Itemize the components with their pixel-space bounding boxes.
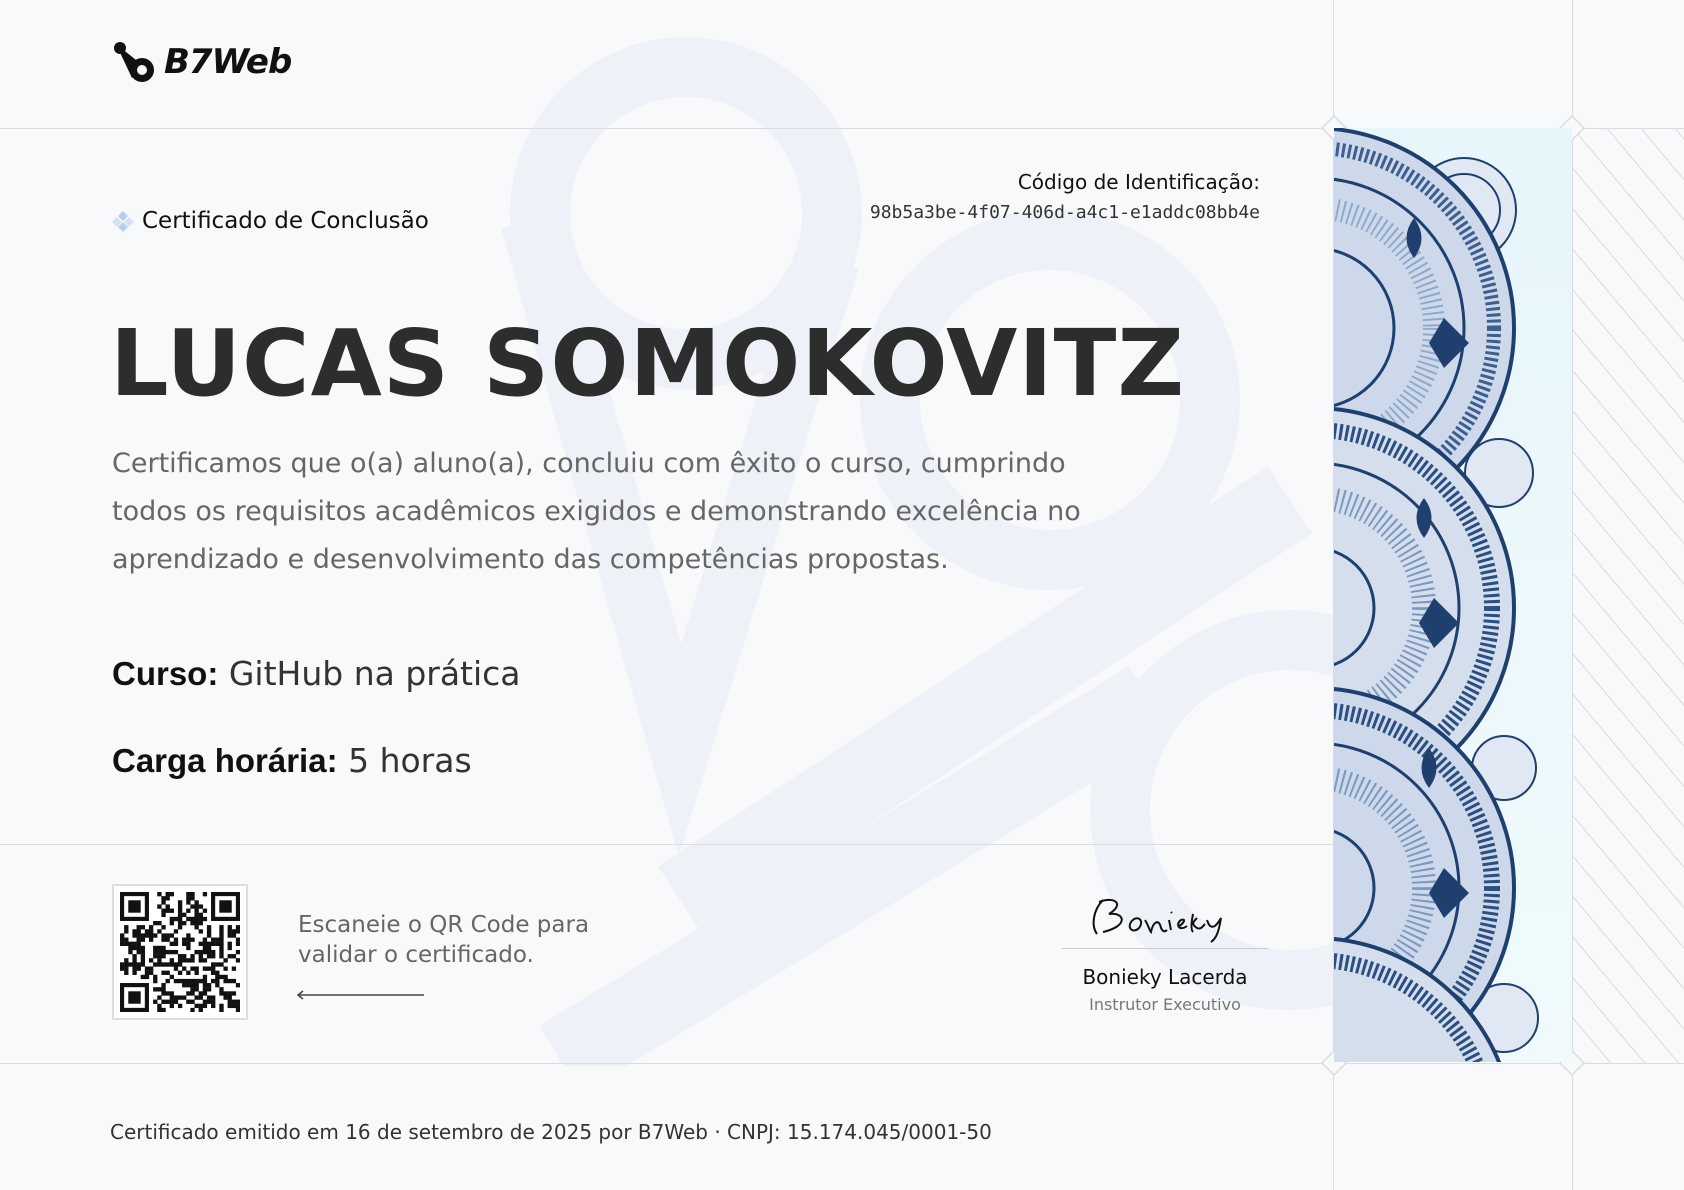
certificate-description: Certificamos que o(a) aluno(a), concluiu com êxito o curso, cumprindo todos os requisitos acadêmicos exigidos e demonstrando excelência no aprendizado e desenvolvimento das competências propostas. — [112, 448, 1081, 575]
student-name: LUCAS SOMOKOVITZ — [110, 310, 1186, 417]
identification-code-title: Código de Identificação: — [1017, 170, 1260, 194]
qr-instructions — [298, 910, 589, 970]
certificate-label-text: Certificado de Conclusão — [142, 208, 429, 234]
signature-block — [1062, 890, 1268, 1014]
course-line — [112, 654, 521, 693]
logo-text: B7Web — [164, 42, 292, 82]
signature-line — [1062, 948, 1268, 949]
identification-code — [870, 170, 1260, 223]
signer-name: Bonieky Lacerda — [1082, 965, 1248, 989]
course-value: GitHub na prática — [228, 654, 521, 693]
b7web-logo-icon — [112, 40, 160, 84]
mandala-ornament-strip — [1334, 128, 1572, 1062]
workload-line — [112, 741, 472, 780]
course-label: Curso: — [112, 655, 219, 692]
certificate-label — [112, 208, 429, 234]
workload-value: 5 horas — [348, 741, 472, 780]
footer-issued-text: Certificado emitido em 16 de setembro de 2025 por B7Web · CNPJ: 15.174.045/0001-50 — [110, 1120, 992, 1144]
handwritten-signature — [1085, 890, 1245, 944]
qr-instructions-line2: validar o certificado. — [298, 942, 534, 968]
workload-label: Carga horária: — [112, 742, 338, 779]
qr-instructions-line1: Escaneie o QR Code para — [298, 912, 590, 938]
qr-code[interactable] — [112, 884, 248, 1020]
b7web-logo — [112, 40, 291, 84]
qr-code-icon — [120, 892, 240, 1012]
signer-role: Instrutor Executivo — [1089, 995, 1241, 1014]
arrow-left-icon — [296, 990, 426, 1000]
diamond-icon — [112, 210, 134, 232]
identification-code-value: 98b5a3be-4f07-406d-a4c1-e1addc08bb4e — [869, 202, 1260, 223]
